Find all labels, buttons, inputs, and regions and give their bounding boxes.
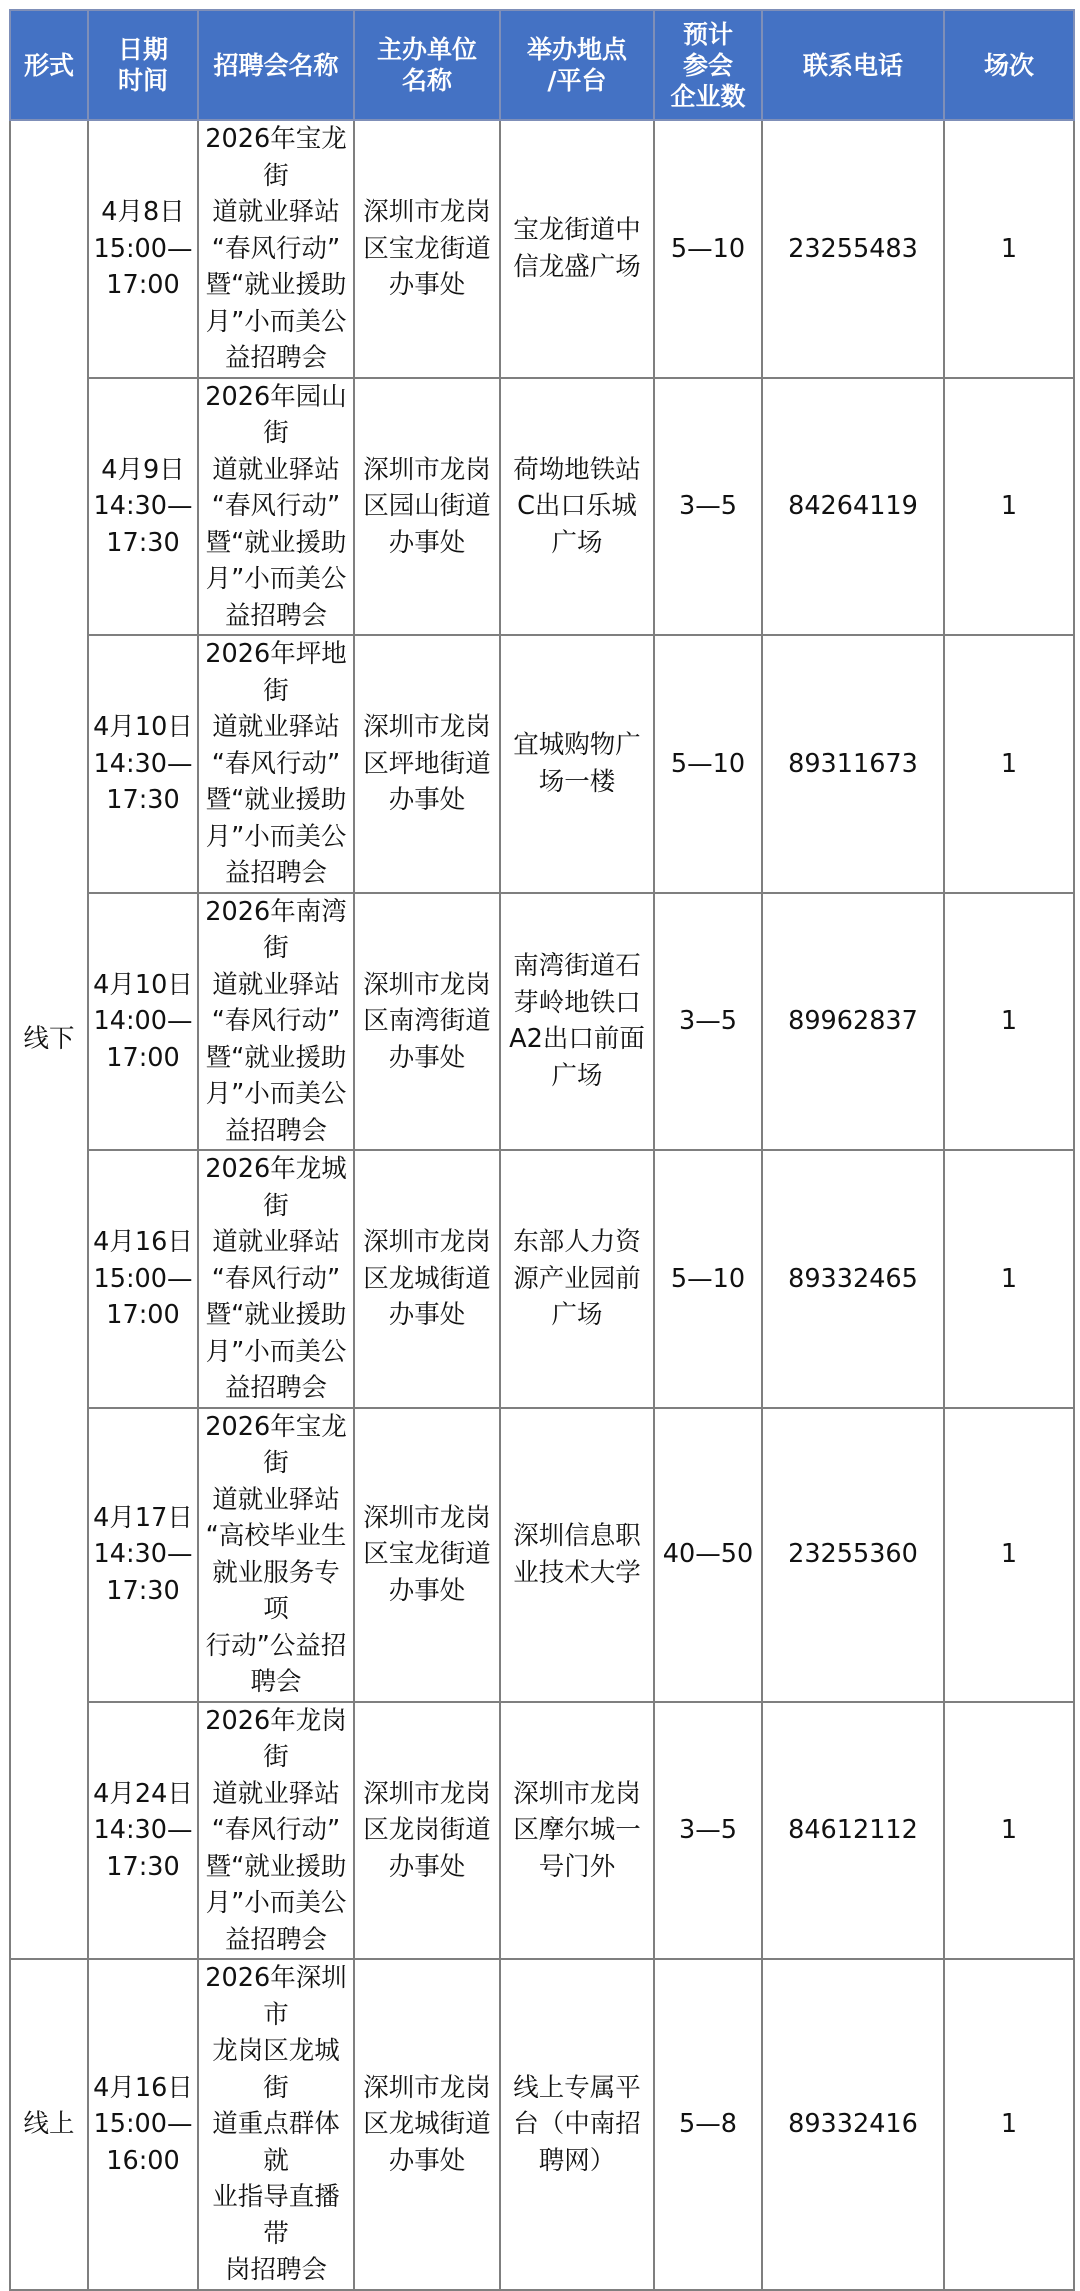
cell-line: 龙岗区龙城街: [212, 2036, 340, 2103]
cell-venue: [500, 1959, 654, 2290]
cell-fair-name: [198, 635, 354, 893]
cell-sessions: 1: [944, 120, 1074, 378]
cell-line: “春风行动”: [211, 1006, 341, 1036]
cell-line: 16:00: [106, 2145, 180, 2176]
cell-sessions: 1: [944, 1408, 1074, 1702]
cell-line: 2026年南湾街: [205, 896, 347, 963]
table-row: [10, 120, 1074, 378]
cell-datetime: [88, 635, 198, 893]
cell-organizer: [354, 1150, 500, 1408]
job-fair-table: [9, 9, 1075, 2291]
cell-line: 17:30: [106, 527, 180, 558]
cell-line: 办事处: [388, 1575, 466, 1606]
cell-line: 深圳信息职: [513, 1521, 641, 1551]
cell-line: 聘会: [250, 1667, 302, 1697]
cell-line: 15:00—: [93, 1263, 193, 1294]
cell-form-online: 线上: [10, 1959, 88, 2290]
header-datetime: [88, 10, 198, 120]
cell-organizer: [354, 635, 500, 893]
cell-line: 暨“就业援助: [205, 270, 347, 300]
header-form: [10, 10, 88, 120]
cell-company-count: 40—50: [654, 1408, 762, 1702]
cell-line: 月”小而美公: [205, 1336, 347, 1367]
cell-line: 月”小而美公: [205, 821, 347, 852]
cell-phone: 84264119: [762, 378, 944, 636]
cell-line: 14:30—: [93, 748, 193, 779]
cell-line: 办事处: [388, 2145, 466, 2176]
cell-line: 益招聘会: [224, 343, 327, 373]
cell-sessions: 1: [944, 1959, 1074, 2290]
cell-line: 道就业驿站: [212, 1778, 340, 1809]
cell-phone: 23255360: [762, 1408, 944, 1702]
cell-line: 4月16日: [93, 2072, 193, 2103]
cell-line: 台（中南招: [513, 2109, 641, 2139]
cell-line: 17:00: [106, 1300, 180, 1330]
cell-line: 区摩尔城一: [513, 1815, 641, 1845]
cell-line: 道重点群体就: [212, 2109, 340, 2176]
cell-line: 深圳市龙岗: [363, 1502, 491, 1533]
cell-line: 办事处: [388, 1300, 466, 1330]
cell-line: 暨“就业援助: [205, 527, 347, 558]
cell-line: 深圳市龙岗: [363, 2072, 491, 2103]
cell-line: 联系电话: [802, 50, 903, 80]
cell-venue: [500, 893, 654, 1151]
cell-line: 就业服务专项: [212, 1557, 340, 1624]
cell-line: 招聘会名称: [213, 50, 339, 80]
cell-line: 月”小而美公: [205, 564, 347, 594]
cell-sessions: 1: [944, 893, 1074, 1151]
cell-venue: [500, 1702, 654, 1960]
header-row: [10, 10, 1074, 120]
cell-line: “春风行动”: [211, 491, 341, 521]
cell-line: 深圳市龙岗: [363, 454, 491, 485]
header-sessions: [944, 10, 1074, 120]
cell-line: 广场: [551, 527, 603, 558]
cell-line: 线上专属平: [513, 2072, 641, 2103]
cell-line: 道就业驿站: [212, 197, 340, 227]
table-row: [10, 1408, 1074, 1702]
cell-line: “春风行动”: [211, 1815, 341, 1845]
cell-line: 荷坳地铁站: [513, 454, 641, 485]
header-phone: [762, 10, 944, 120]
table-row: [10, 635, 1074, 893]
cell-sessions: 1: [944, 1150, 1074, 1408]
cell-line: 源产业园前: [513, 1263, 641, 1294]
cell-phone: 23255483: [762, 120, 944, 378]
cell-line: 深圳市龙岗: [363, 712, 491, 742]
cell-line: 月”小而美公: [205, 1079, 347, 1109]
cell-line: 2026年龙城街: [205, 1154, 347, 1221]
table-body: [10, 120, 1074, 2290]
header-fair-name: [198, 10, 354, 120]
header-organizer: [354, 10, 500, 120]
cell-form-offline: 线下: [10, 120, 88, 1959]
cell-line: 17:30: [106, 1575, 180, 1606]
cell-company-count: 3—5: [654, 1702, 762, 1960]
cell-line: 岗招聘会: [224, 2255, 327, 2285]
cell-sessions: 1: [944, 1702, 1074, 1960]
cell-line: 日期: [117, 35, 168, 64]
cell-line: 业指导直播带: [212, 2182, 340, 2249]
table-row: [10, 893, 1074, 1151]
cell-fair-name: [198, 120, 354, 378]
header-venue: [500, 10, 654, 120]
cell-organizer: [354, 1959, 500, 2290]
cell-phone: 89332416: [762, 1959, 944, 2290]
cell-fair-name: [198, 1408, 354, 1702]
cell-organizer: [354, 120, 500, 378]
cell-line: 17:30: [106, 1851, 180, 1882]
cell-line: 14:30—: [93, 1539, 193, 1570]
cell-line: 4月10日: [93, 969, 193, 1000]
cell-line: 广场: [551, 1060, 603, 1091]
cell-line: 道就业驿站: [212, 454, 340, 485]
cell-phone: 89332465: [762, 1150, 944, 1408]
cell-line: 区坪地街道: [363, 748, 491, 779]
cell-line: 宝龙街道中: [513, 215, 641, 246]
cell-line: 2026年深圳市: [205, 1963, 347, 2030]
cell-line: 区龙岗街道: [363, 1815, 491, 1845]
cell-line: 办事处: [388, 1042, 466, 1073]
cell-line: 区龙城街道: [363, 1263, 491, 1294]
cell-line: 聘网）: [538, 2145, 616, 2176]
cell-line: “春风行动”: [211, 748, 341, 779]
cell-line: 办事处: [388, 270, 466, 300]
cell-organizer: [354, 1702, 500, 1960]
cell-line: 15:00—: [93, 2109, 193, 2139]
table-row: [10, 1150, 1074, 1408]
cell-datetime: [88, 1702, 198, 1960]
cell-venue: [500, 1408, 654, 1702]
cell-company-count: 3—5: [654, 378, 762, 636]
cell-line: 益招聘会: [224, 1115, 327, 1146]
cell-organizer: [354, 1408, 500, 1702]
cell-phone: 89962837: [762, 893, 944, 1151]
cell-line: 预计: [682, 19, 733, 49]
cell-line: 4月24日: [93, 1778, 193, 1809]
cell-line: 广场: [551, 1300, 603, 1330]
cell-line: 暨“就业援助: [205, 1042, 347, 1073]
cell-line: 2026年坪地街: [205, 639, 347, 706]
cell-line: 场次: [983, 50, 1034, 80]
cell-fair-name: [198, 893, 354, 1151]
cell-line: 道就业驿站: [212, 969, 340, 1000]
cell-line: 道就业驿站: [212, 1227, 340, 1257]
table-row: [10, 378, 1074, 636]
cell-line: 区宝龙街道: [363, 233, 491, 264]
cell-line: 业技术大学: [513, 1557, 641, 1588]
cell-line: 4月16日: [93, 1227, 193, 1257]
cell-line: 名称: [401, 66, 452, 95]
cell-line: 深圳市龙岗: [363, 197, 491, 227]
cell-venue: [500, 1150, 654, 1408]
cell-company-count: 3—5: [654, 893, 762, 1151]
cell-line: 办事处: [388, 527, 466, 558]
cell-line: 月”小而美公: [205, 306, 347, 337]
cell-line: 15:00—: [93, 233, 193, 264]
header-company-count: [654, 10, 762, 120]
cell-datetime: [88, 378, 198, 636]
cell-line: 深圳市龙岗: [363, 1227, 491, 1257]
cell-line: 17:00: [106, 270, 180, 300]
cell-line: 芽岭地铁口: [513, 987, 641, 1018]
cell-line: 形式: [23, 50, 74, 80]
cell-line: 深圳市龙岗: [513, 1778, 641, 1809]
cell-line: 参会: [682, 50, 733, 80]
cell-line: 举办地点: [526, 35, 627, 64]
cell-line: A2出口前面: [509, 1024, 645, 1055]
cell-organizer: [354, 893, 500, 1151]
cell-phone: 84612112: [762, 1702, 944, 1960]
cell-line: 益招聘会: [224, 1924, 327, 1955]
cell-organizer: [354, 378, 500, 636]
cell-line: 益招聘会: [224, 858, 327, 888]
cell-line: 2026年园山街: [205, 381, 347, 448]
cell-sessions: 1: [944, 378, 1074, 636]
cell-company-count: 5—10: [654, 635, 762, 893]
cell-line: 区南湾街道: [363, 1006, 491, 1036]
cell-line: 14:30—: [93, 491, 193, 521]
table-row: [10, 1702, 1074, 1960]
cell-line: 东部人力资: [513, 1227, 641, 1257]
cell-fair-name: [198, 378, 354, 636]
cell-datetime: [88, 1150, 198, 1408]
cell-line: 信龙盛广场: [513, 251, 641, 282]
cell-fair-name: [198, 1150, 354, 1408]
cell-line: 区园山街道: [363, 491, 491, 521]
cell-line: 14:00—: [93, 1006, 193, 1036]
cell-line: 暨“就业援助: [205, 1300, 347, 1330]
cell-venue: [500, 378, 654, 636]
cell-datetime: [88, 1959, 198, 2290]
cell-line: 月”小而美公: [205, 1888, 347, 1918]
cell-line: “高校毕业生: [205, 1521, 347, 1551]
cell-company-count: 5—8: [654, 1959, 762, 2290]
cell-line: 2026年龙岗街: [205, 1705, 347, 1772]
cell-sessions: 1: [944, 635, 1074, 893]
cell-line: 17:00: [106, 1042, 180, 1073]
cell-company-count: 5—10: [654, 120, 762, 378]
cell-line: 4月10日: [93, 712, 193, 742]
cell-phone: 89311673: [762, 635, 944, 893]
cell-line: 办事处: [388, 1851, 466, 1882]
cell-line: 益招聘会: [224, 600, 327, 631]
cell-line: 暨“就业援助: [205, 785, 347, 815]
cell-line: “春风行动”: [211, 233, 341, 264]
cell-line: 4月17日: [93, 1502, 193, 1533]
cell-line: 暨“就业援助: [205, 1851, 347, 1882]
cell-line: 深圳市龙岗: [363, 1778, 491, 1809]
cell-venue: [500, 635, 654, 893]
cell-line: 南湾街道石: [513, 951, 641, 982]
table-row: [10, 1959, 1074, 2290]
cell-line: 时间: [117, 66, 168, 95]
cell-line: 2026年宝龙街: [205, 1411, 347, 1478]
cell-datetime: [88, 893, 198, 1151]
cell-datetime: [88, 1408, 198, 1702]
cell-line: 4月8日: [101, 197, 185, 227]
cell-fair-name: [198, 1959, 354, 2290]
cell-line: 14:30—: [93, 1815, 193, 1845]
cell-line: C出口乐城: [517, 491, 637, 521]
cell-line: 区龙城街道: [363, 2109, 491, 2139]
cell-line: 企业数: [670, 81, 746, 111]
cell-line: /平台: [547, 66, 607, 95]
cell-line: 深圳市龙岗: [363, 969, 491, 1000]
cell-line: 2026年宝龙街: [205, 124, 347, 191]
cell-fair-name: [198, 1702, 354, 1960]
cell-line: 场一楼: [538, 766, 616, 797]
cell-line: 宜城购物广: [513, 730, 641, 761]
cell-line: 道就业驿站: [212, 712, 340, 742]
cell-line: 主办单位: [376, 35, 477, 64]
cell-line: 17:30: [106, 785, 180, 815]
cell-line: 行动”公益招: [205, 1630, 347, 1661]
cell-line: 办事处: [388, 785, 466, 815]
cell-line: “春风行动”: [211, 1263, 341, 1294]
cell-line: 号门外: [538, 1851, 616, 1882]
cell-company-count: 5—10: [654, 1150, 762, 1408]
cell-line: 道就业驿站: [212, 1484, 340, 1515]
cell-line: 益招聘会: [224, 1373, 327, 1403]
cell-venue: [500, 120, 654, 378]
cell-line: 区宝龙街道: [363, 1539, 491, 1570]
cell-line: 4月9日: [101, 454, 185, 485]
cell-datetime: [88, 120, 198, 378]
